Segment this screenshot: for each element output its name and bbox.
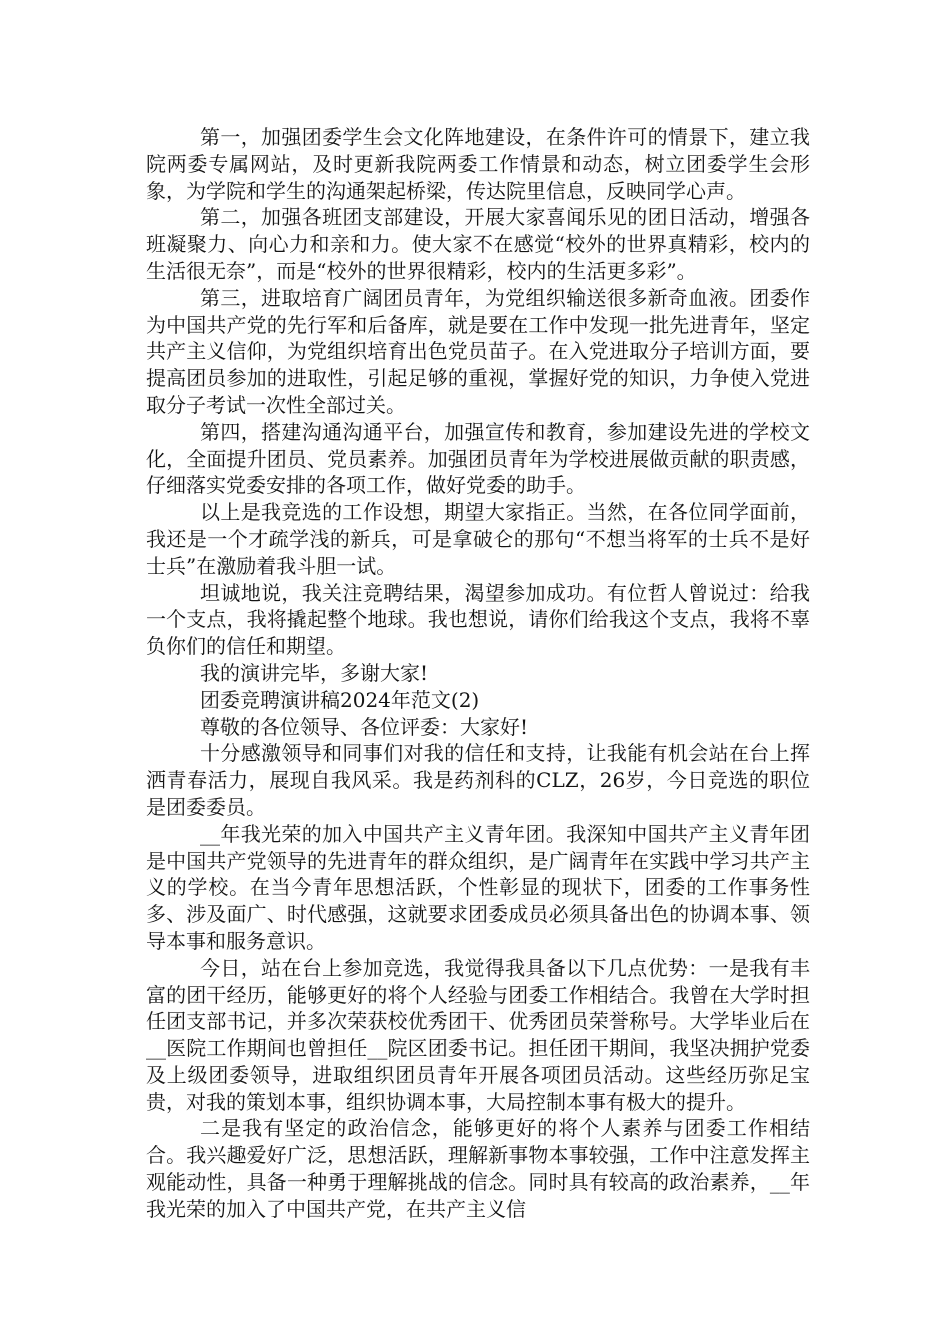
document-body — [146, 124, 810, 1223]
section-title: 团委竞聘演讲稿2024年范文(2) — [200, 687, 480, 712]
salutation: 尊敬的各位领导、各位评委：大家好! — [200, 714, 529, 739]
paragraph-6: 坦诚地说，我关注竞聘结果，渴望参加成功。有位哲人曾说过：给我一个支点，我将撬起整个地球。我也想说，请你们给我这个支点，我将不辜负你们的信任和期望。 — [146, 580, 810, 659]
paragraph-8: __年我光荣的加入中国共产主义青年团。我深知中国共产主义青年团是中国共产党领导的先进青年的群众组织，是广阔青年在实践中学习共产主义的学校。在当今青年思想活跃，个性彰显的现状下，团委的工作事务性多、涉及面广、时代感强，这就要求团委成员必须具备出色的协调本事、领导本事和服务意识。 — [146, 821, 810, 953]
paragraph-7: 十分感激领导和同事们对我的信任和支持，让我能有机会站在台上挥洒青春活力，展现自我风采。我是药剂科的CLZ，26岁，今日竞选的职位是团委委员。 — [146, 741, 810, 819]
paragraph-1: 第一，加强团委学生会文化阵地建设，在条件许可的情景下，建立我院两委专属网站，及时更新我院两委工作情景和动态，树立团委学生会形象，为学院和学生的沟通架起桥梁，传达院里信息，反映同学心声。 — [146, 125, 810, 203]
paragraph-3: 第三，进取培育广阔团员青年，为党组织输送很多新奇血液。团委作为中国共产党的先行军和后备库，就是要在工作中发现一批先进青年，坚定共产主义信仰，为党组织培育出色党员苗子。在入党进取分子培训方面，要提高团员参加的进取性，引起足够的重视，掌握好党的知识，力争使入党进取分子考试一次性全部过关。 — [146, 285, 810, 417]
paragraph-4: 第四，搭建沟通沟通平台，加强宣传和教育，参加建设先进的学校文化，全面提升团员、党员素养。加强团员青年为学校进展做贡献的职责感，仔细落实党委安排的各项工作，做好党委的助手。 — [146, 419, 810, 498]
paragraph-2: 第二，加强各班团支部建设，开展大家喜闻乐见的团日活动，增强各班凝聚力、向心力和亲和力。使大家不在感觉“校外的世界真精彩，校内的生活很无奈”，而是“校外的世界很精彩，校内的生活更多彩”。 — [146, 205, 810, 283]
paragraph-9: 今日，站在台上参加竞选，我觉得我具备以下几点优势：一是我有丰富的团干经历，能够更好的将个人经验与团委工作相结合。我曾在大学时担任团支部书记，并多次荣获校优秀团干、优秀团员荣誉称号。大学毕业后在__医院工作期间也曾担任__院区团委书记。担任团干期间，我坚决拥护党委及上级团委领导，进取组织团员青年开展各项团员活动。这些经历弥足宝贵，对我的策划本事，组织协调本事，大局控制本事有极大的提升。 — [146, 955, 810, 1114]
paragraph-10: 二是我有坚定的政治信念，能够更好的将个人素养与团委工作相结合。我兴趣爱好广泛，思想活跃，理解新事物本事较强，工作中注意发挥主观能动性，具备一种勇于理解挑战的信念。同时具有较高的政治素养，__年我光荣的加入了中国共产党，在共产主义信 — [146, 1116, 810, 1221]
paragraph-5: 以上是我竞选的工作设想，期望大家指正。当然，在各位同学面前，我还是一个才疏学浅的新兵，可是拿破仑的那句“不想当将军的士兵不是好士兵”在激励着我斗胆一试。 — [146, 500, 810, 578]
closing-line: 我的演讲完毕，多谢大家! — [200, 660, 429, 685]
